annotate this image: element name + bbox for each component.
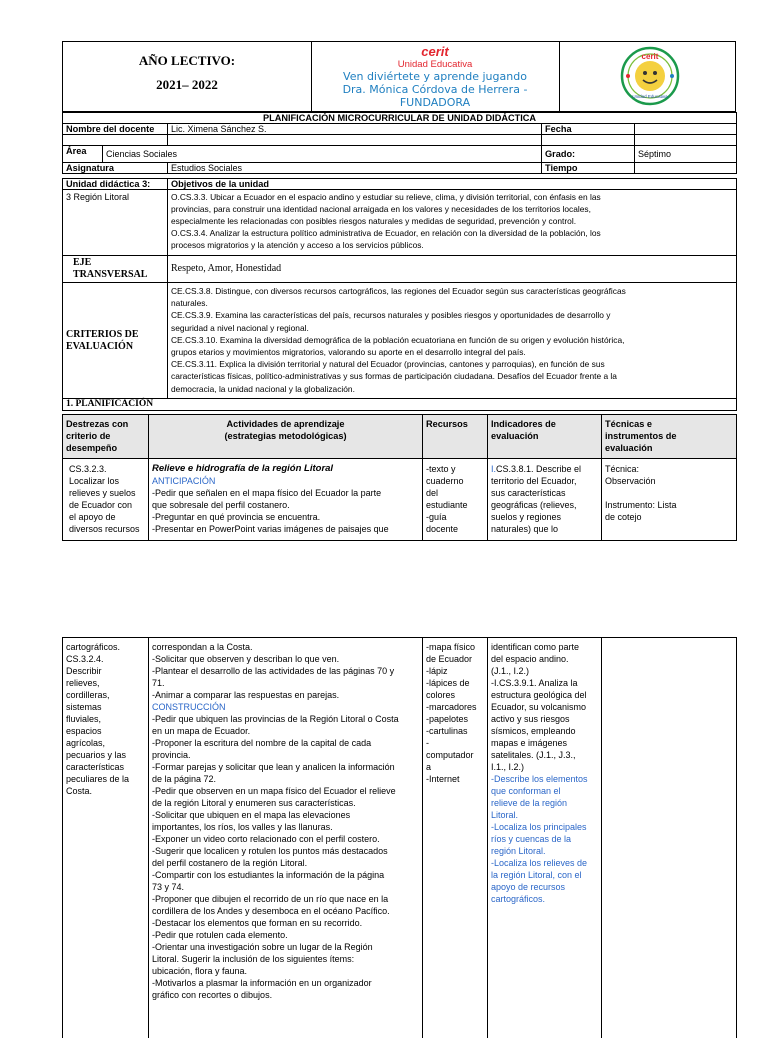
indicador-line: estructura geológica del <box>491 690 587 700</box>
activity-line: -Pedir que rotulen cada elemento. <box>152 930 288 940</box>
phase-label: CONSTRUCCIÓN <box>152 702 226 712</box>
instrumento-value: de cotejo <box>605 512 642 522</box>
indicador-line: (J.1., I.2.) <box>491 666 530 676</box>
destreza-line: cartográficos. <box>66 642 121 652</box>
founder-line-1: Dra. Mónica Córdova de Herrera - <box>342 83 528 96</box>
blank-cell <box>635 135 737 146</box>
activity-line: -Exponer un video corto relacionado con el perfil costero. <box>152 834 380 844</box>
col-tecnicas-line: evaluación <box>605 443 653 453</box>
destreza-line: CS.3.2.4. <box>66 654 104 664</box>
activity-line: -Solicitar que observen y describan lo que ven. <box>152 654 340 664</box>
recurso-line: a <box>426 762 432 772</box>
table-row <box>63 459 737 541</box>
indicador-line: Litoral. <box>491 810 519 820</box>
recurso-line: estudiante <box>426 500 468 510</box>
grado-label: Grado: <box>542 146 635 163</box>
indicador-line: I.1., I.2.) <box>491 762 525 772</box>
indicador-line: ríos y cuencas de la <box>491 834 572 844</box>
tiempo-value <box>635 163 737 174</box>
destreza-line: cordilleras, <box>66 690 110 700</box>
destreza-line: pecuarios y las <box>66 750 127 760</box>
indicador-line: la región Litoral, con el <box>491 870 582 880</box>
col-tecnicas <box>602 415 737 459</box>
activity-line: -Orientar una investigación sobre un lugar de la Región <box>152 942 373 952</box>
destreza-line: relieves, <box>66 678 100 688</box>
unit-table <box>62 178 737 411</box>
criterio-line: seguridad a nivel nacional y regional. <box>171 322 309 333</box>
recurso-line: -guía <box>426 512 447 522</box>
activity-line: 71. <box>152 678 165 688</box>
activity-line: -Proponer la escritura del nombre de la capital de cada <box>152 738 372 748</box>
tecnica-value: Observación <box>605 476 656 486</box>
document-header <box>62 41 736 112</box>
indicador-line: geográficas (relieves, <box>491 500 577 510</box>
activity-line: -Solicitar que ubiquen en el mapa las elevaciones <box>152 810 351 820</box>
asignatura-label: Asignatura <box>63 163 168 174</box>
indicador-line: cartográficos. <box>491 894 546 904</box>
activity-line: que sobresale del perfil costanero. <box>152 500 290 510</box>
school-logo-icon <box>620 46 680 106</box>
criterios-label-line-2: EVALUACIÓN <box>66 340 134 352</box>
recurso-line: cuaderno <box>426 476 464 486</box>
activity-line: en un mapa de Ecuador. <box>152 726 251 736</box>
planning-table-continued <box>62 637 737 1038</box>
recurso-line: -marcadores <box>426 702 477 712</box>
activity-line: -Destacar los elementos que forman en su recorrido. <box>152 918 363 928</box>
activity-line: -Proponer que dibujen el recorrido de un río que nace en la <box>152 894 389 904</box>
blank-cell <box>542 135 635 146</box>
fecha-value <box>635 124 737 135</box>
destreza-line: Describir <box>66 666 102 676</box>
objetivos-label: Objetivos de la unidad <box>168 179 737 190</box>
col-actividades <box>149 415 423 459</box>
indicador-line <box>491 463 598 475</box>
col-tecnicas-line: instrumentos de <box>605 431 677 441</box>
school-year-label: AÑO LECTIVO: <box>138 53 236 68</box>
docente-value: Lic. Ximena Sánchez S. <box>168 124 542 135</box>
logo-cell <box>559 42 736 111</box>
col-actividades-line: (estrategias metodológicas) <box>224 431 347 441</box>
criterio-line: CE.CS.3.10. Examina la diversidad demográfica de la población ecuatoriana en función de su origen y evolución histórica, <box>171 334 625 345</box>
indicador-line: -Localiza los principales <box>491 822 587 832</box>
col-destrezas <box>63 415 149 459</box>
destreza-line: características <box>66 762 125 772</box>
destreza-line: relieves y suelos <box>69 488 136 498</box>
destrezas-cell <box>63 459 149 541</box>
activity-line: -Preguntar en qué provincia se encuentra. <box>152 512 321 522</box>
indicador-line: sísmicos, empleando <box>491 726 576 736</box>
indicador-line: activo y sus riesgos <box>491 714 570 724</box>
criterio-line: CE.CS.3.8. Distingue, con diversos recursos cartográficos, las regiones del Ecuador según sus características geográficas <box>171 286 626 296</box>
recurso-line: -texto y <box>426 464 456 474</box>
activity-line: -Pedir que ubiquen las provincias de la Región Litoral o Costa <box>152 714 399 724</box>
eje-label <box>63 256 168 283</box>
school-year-cell <box>63 42 312 111</box>
activity-line: del perfil costanero de la región Litoral. <box>152 858 308 868</box>
docente-label: Nombre del docente <box>63 124 168 135</box>
founder-line-2: FUNDADORA <box>399 96 471 109</box>
indicadores-cell <box>488 638 602 1038</box>
indicador-line: -Describe los elementos <box>491 774 588 784</box>
recursos-cell <box>423 638 488 1038</box>
indicador-line: naturales) que lo <box>491 524 559 534</box>
brand-name: cerit <box>421 44 449 59</box>
col-indicadores-line: Indicadores de <box>491 419 556 429</box>
indicador-line: Ecuador, su volcanismo <box>491 702 587 712</box>
objetivo-line: procesos migratorios y la atención y acceso a los servicios públicos. <box>171 240 424 250</box>
indicador-line: del espacio andino. <box>491 654 569 664</box>
recurso-line: docente <box>426 524 459 534</box>
activity-line: -Animar a comparar las respuestas en parejas. <box>152 690 340 700</box>
activity-line: -Plantear el desarrollo de las actividades de las páginas 70 y <box>152 666 395 676</box>
svg-text:Unidad Educativa: Unidad Educativa <box>632 94 668 99</box>
activity-line: Litoral. Sugerir la inclusión de los siguientes ítems: <box>152 954 355 964</box>
destreza-line: espacios <box>66 726 102 736</box>
col-destrezas-line: desempeño <box>66 443 118 453</box>
instrumento-label: Instrumento: Lista <box>605 500 677 510</box>
indicador-line: sus características <box>491 488 566 498</box>
indicador-line: territorio del Ecuador, <box>491 476 577 486</box>
col-recursos: Recursos <box>423 415 488 459</box>
destreza-line: agrícolas, <box>66 738 106 748</box>
objetivo-line: especialmente les relacionadas con posibles riesgos naturales y medidas de seguridad, prevención y control. <box>171 216 577 226</box>
activity-line: -Pedir que observen en un mapa físico del Ecuador el relieve <box>152 786 396 796</box>
recurso-line: computador <box>426 750 474 760</box>
activity-line: -Compartir con los estudiantes la información de la página <box>152 870 385 880</box>
activity-line: cordillera de los Andes y desemboca en el océano Pacífico. <box>152 906 390 916</box>
recursos-cell <box>423 459 488 541</box>
destreza-line: de Ecuador con <box>69 500 133 510</box>
activity-line: de la región Litoral y enumeren sus características. <box>152 798 356 808</box>
recurso-line: -lápiz <box>426 666 448 676</box>
blank-cell <box>168 135 542 146</box>
table-row <box>63 638 737 1038</box>
activity-line: -Motivarlos a plasmar la información en un organizador <box>152 978 372 988</box>
destreza-line: peculiares de la <box>66 774 130 784</box>
activity-line: 73 y 74. <box>152 882 185 892</box>
activity-line: provincia. <box>152 750 191 760</box>
column-header-row <box>63 415 737 459</box>
recurso-line: -Internet <box>426 774 460 784</box>
recurso-line: de Ecuador <box>426 654 473 664</box>
activity-line: -Pedir que señalen en el mapa físico del Ecuador la parte <box>152 488 382 498</box>
activity-title: Relieve e hidrografía de la región Litoral <box>152 463 334 474</box>
indicadores-cell <box>488 459 602 541</box>
indicador-line: suelos y regiones <box>491 512 562 522</box>
objetivo-line: O.CS.3.4. Analizar la estructura político administrativa de Ecuador, en relación con la diversidad de la población, los <box>171 228 601 238</box>
activity-line: ubicación, flora y fauna. <box>152 966 248 976</box>
criterio-line: grupos etarios y movimientos migratorios, valorando su aporte en el desarrollo integral del país. <box>171 347 526 358</box>
asignatura-value: Estudios Sociales <box>168 163 542 174</box>
eje-value: Respeto, Amor, Honestidad <box>168 256 737 283</box>
col-destrezas-line: criterio de <box>66 431 111 441</box>
activity-line: -Sugerir que localicen y rotulen los puntos más destacados <box>152 846 388 856</box>
col-indicadores <box>488 415 602 459</box>
destreza-line: Localizar los <box>69 476 120 486</box>
criterios-label-line-1: CRITERIOS DE <box>66 328 139 340</box>
phase-label: ANTICIPACIÓN <box>152 476 216 486</box>
criterio-line: CE.CS.3.9. Examina las características del país, recursos naturales y posibles riesgos y oportunidades de desarrollo y <box>171 310 611 321</box>
recurso-line: -cartulinas <box>426 726 468 736</box>
grado-value: Séptimo <box>635 146 737 163</box>
section-label: 1. PLANIFICACIÓN <box>63 399 737 411</box>
col-actividades-line: Actividades de aprendizaje <box>226 419 345 429</box>
recurso-line: del <box>426 488 439 498</box>
eje-label-line-2: TRANSVERSAL <box>73 269 148 280</box>
indicador-line: región Litoral. <box>491 846 546 856</box>
indicador-line: -Localiza los relieves de <box>491 858 588 868</box>
destreza-line: fluviales, <box>66 714 102 724</box>
activity-line: de la página 72. <box>152 774 217 784</box>
actividades-cell <box>149 638 423 1038</box>
criterios-value <box>168 283 737 399</box>
area-value: Ciencias Sociales <box>103 146 542 163</box>
indicador-line: -I.CS.3.9.1. Analiza la <box>491 678 578 688</box>
school-info-cell <box>311 42 559 111</box>
svg-text:cerit: cerit <box>641 52 659 61</box>
destreza-line: sistemas <box>66 702 102 712</box>
actividades-cell <box>149 459 423 541</box>
fecha-label: Fecha <box>542 124 635 135</box>
indicador-line: relieve de la región <box>491 798 568 808</box>
indicador-line: que conforman el <box>491 786 561 796</box>
destreza-line: diversos recursos <box>69 524 140 534</box>
destreza-line: CS.3.2.3. <box>69 464 107 474</box>
criterio-line: naturales. <box>171 298 208 309</box>
spacer <box>605 487 733 499</box>
criterio-line: características físicas, político-administrativas y sus formas de participación ciudadana. Desafíos del Ecuador frente a la <box>171 371 617 382</box>
indicador-line: apoyo de recursos <box>491 882 566 892</box>
activity-line: -Formar parejas y solicitar que lean y analicen la información <box>152 762 395 772</box>
activity-line: importantes, los ríos, los valles y las llanuras. <box>152 822 333 832</box>
school-slogan: Ven diviértete y aprende jugando <box>343 70 527 83</box>
activity-line: gráfico con recortes o dibujos. <box>152 990 273 1000</box>
indicador-line: identifican como parte <box>491 642 580 652</box>
school-name: Unidad Educativa <box>397 59 473 70</box>
criterios-label <box>63 283 168 399</box>
recurso-line: -mapa físico <box>426 642 476 652</box>
planning-info-table <box>62 112 737 174</box>
indicador-line: mapas e imágenes <box>491 738 568 748</box>
indicador-first: CS.3.8.1. Describe el <box>496 464 582 474</box>
unidad-label: Unidad didáctica 3: <box>63 179 168 190</box>
eje-label-line-1: EJE <box>73 257 92 268</box>
area-label: Área <box>63 146 103 163</box>
objetivos-value <box>168 190 737 256</box>
destreza-line: el apoyo de <box>69 512 116 522</box>
recurso-line: - <box>426 738 429 748</box>
recurso-line: -lápices de <box>426 678 470 688</box>
destreza-line: Costa. <box>66 786 93 796</box>
tecnicas-cell <box>602 638 737 1038</box>
criterio-line: democracia, la unidad nacional y la globalización. <box>171 383 355 394</box>
blank-cell <box>63 135 168 146</box>
col-indicadores-line: evaluación <box>491 431 539 441</box>
tecnicas-cell <box>602 459 737 541</box>
col-tecnicas-line: Técnicas e <box>605 419 652 429</box>
tiempo-label: Tiempo <box>542 163 635 174</box>
school-year-value: 2021– 2022 <box>156 77 218 92</box>
activity-line: -Presentar en PowerPoint varias imágenes de paisajes que <box>152 524 389 534</box>
destrezas-cell <box>63 638 149 1038</box>
recurso-line: -papelotes <box>426 714 469 724</box>
activity-line: correspondan a la Costa. <box>152 642 253 652</box>
indicador-line: satelitales. (J.1., J.3., <box>491 750 576 760</box>
tecnica-label: Técnica: <box>605 464 640 474</box>
plan-title: PLANIFICACIÓN MICROCURRICULAR DE UNIDAD DIDÁCTICA <box>63 113 737 124</box>
col-destrezas-line: Destrezas con <box>66 419 129 429</box>
recurso-line: colores <box>426 690 456 700</box>
planning-table <box>62 414 737 541</box>
criterio-line: CE.CS.3.11. Explica la división territorial y natural del Ecuador (provincias, cantones y parroquias), en función de sus <box>171 359 605 370</box>
indicador-prefix: I. <box>491 464 497 474</box>
objetivo-line: O.CS.3.3. Ubicar a Ecuador en el espacio andino y estudiar su relieve, clima, y división territorial, con énfasis en las <box>171 192 601 202</box>
objetivo-line: provincias, para construir una identidad nacional arraigada en los valores y necesidades de los territorios locales, <box>171 204 591 214</box>
unidad-value: 3 Región Litoral <box>63 190 168 256</box>
